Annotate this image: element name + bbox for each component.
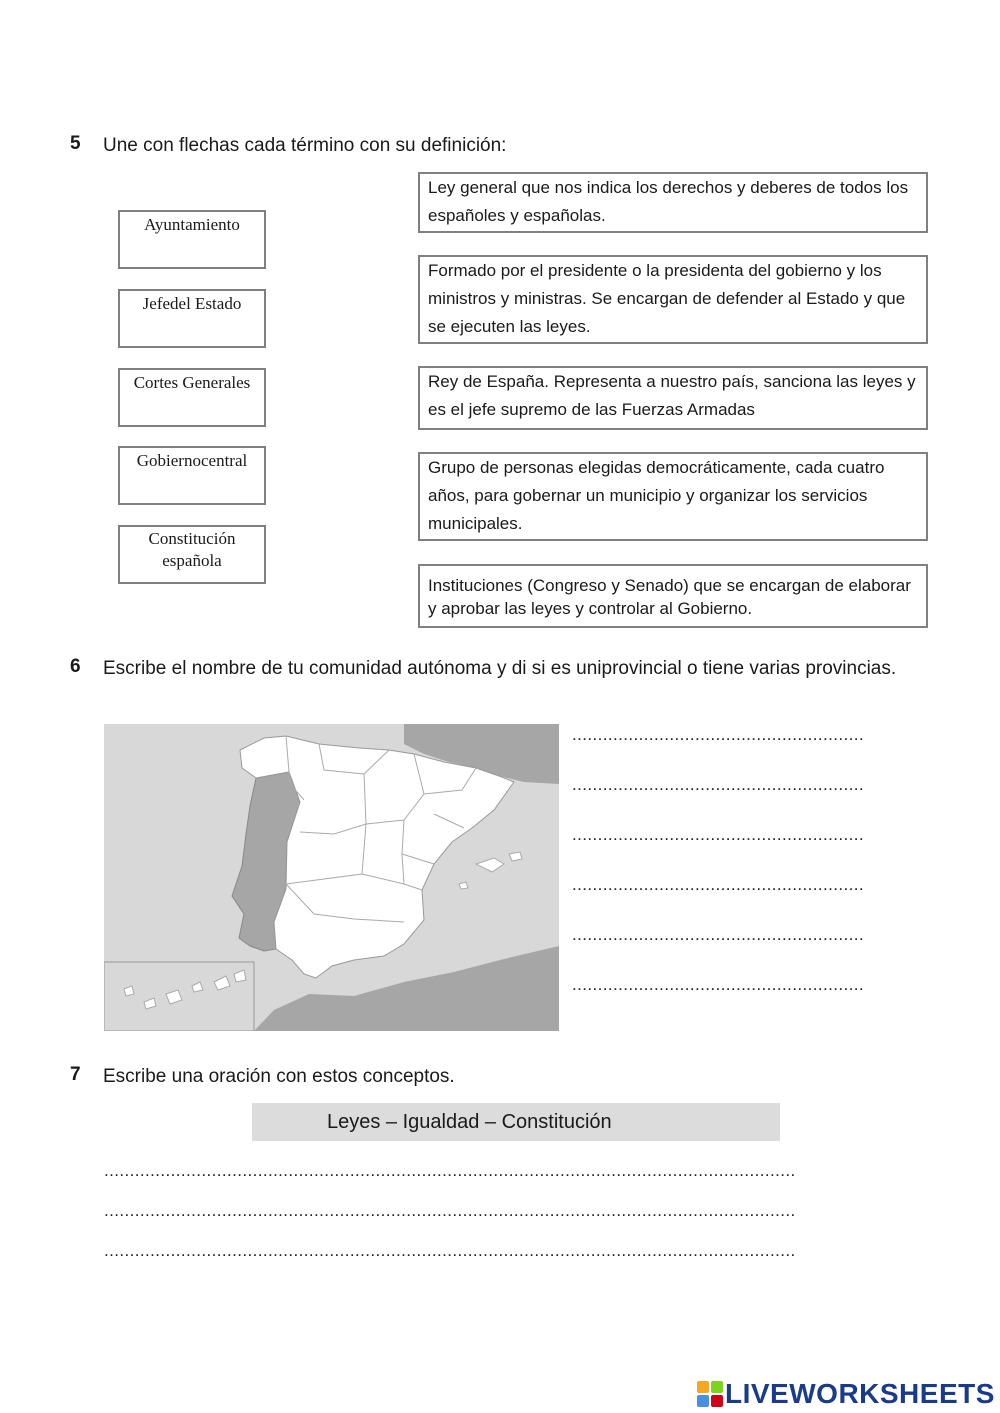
answer-line-4[interactable]: .........................................................: [572, 875, 865, 894]
brand-name: LIVEWORKSHEETS: [725, 1378, 995, 1409]
answer-line-6[interactable]: .........................................................: [572, 975, 865, 994]
logo-square-2: [711, 1381, 723, 1393]
term-cortes-generales[interactable]: Cortes Generales: [118, 368, 266, 427]
question-5-prompt: Une con flechas cada término con su definición:: [103, 135, 507, 156]
definition-2[interactable]: Formado por el presidente o la presidenta del gobierno y los ministros y ministras. Se encargan de defender al Estado y que se ejecuten las leyes.: [418, 255, 928, 344]
sentence-line-2[interactable]: .......................................................................................................................................: [104, 1201, 796, 1220]
answer-line-2[interactable]: .........................................................: [572, 775, 865, 794]
term-gobierno-central[interactable]: Gobiernocentral: [118, 446, 266, 505]
logo-mark-icon: [697, 1381, 723, 1407]
term-constitucion[interactable]: Constitución española: [118, 525, 266, 584]
question-6-number: 6: [70, 656, 81, 677]
spain-map: [104, 724, 559, 1031]
definition-4[interactable]: Grupo de personas elegidas democráticamente, cada cuatro años, para gobernar un municipio y organizar los servicios municipales.: [418, 452, 928, 541]
logo-square-1: [697, 1381, 709, 1393]
term-ayuntamiento[interactable]: Ayuntamiento: [118, 210, 266, 269]
answer-line-1[interactable]: .........................................................: [572, 725, 865, 744]
logo-square-3: [697, 1395, 709, 1407]
question-7-number: 7: [70, 1064, 81, 1085]
question-5-number: 5: [70, 133, 81, 154]
answer-line-5[interactable]: .........................................................: [572, 925, 865, 944]
liveworksheets-logo: [697, 1378, 995, 1410]
question-7-prompt: Escribe una oración con estos conceptos.: [103, 1066, 455, 1087]
definition-1[interactable]: Ley general que nos indica los derechos y deberes de todos los españoles y españolas.: [418, 172, 928, 233]
definition-3[interactable]: Rey de España. Representa a nuestro país, sanciona las leyes y es el jefe supremo de las Fuerzas Armadas: [418, 366, 928, 430]
answer-line-3[interactable]: .........................................................: [572, 825, 865, 844]
term-jefe-del-estado[interactable]: Jefedel Estado: [118, 289, 266, 348]
logo-square-4: [711, 1395, 723, 1407]
sentence-line-1[interactable]: .......................................................................................................................................: [104, 1161, 796, 1180]
sentence-line-3[interactable]: .......................................................................................................................................: [104, 1241, 796, 1260]
spain-map-graphic: [104, 724, 559, 1031]
definition-5[interactable]: Instituciones (Congreso y Senado) que se encargan de elaborar y aprobar las leyes y controlar al Gobierno.: [418, 564, 928, 628]
question-6-prompt: Escribe el nombre de tu comunidad autónoma y di si es uniprovincial o tiene varias provincias.: [103, 658, 897, 679]
concepts-box: Leyes – Igualdad – Constitución: [252, 1103, 780, 1141]
